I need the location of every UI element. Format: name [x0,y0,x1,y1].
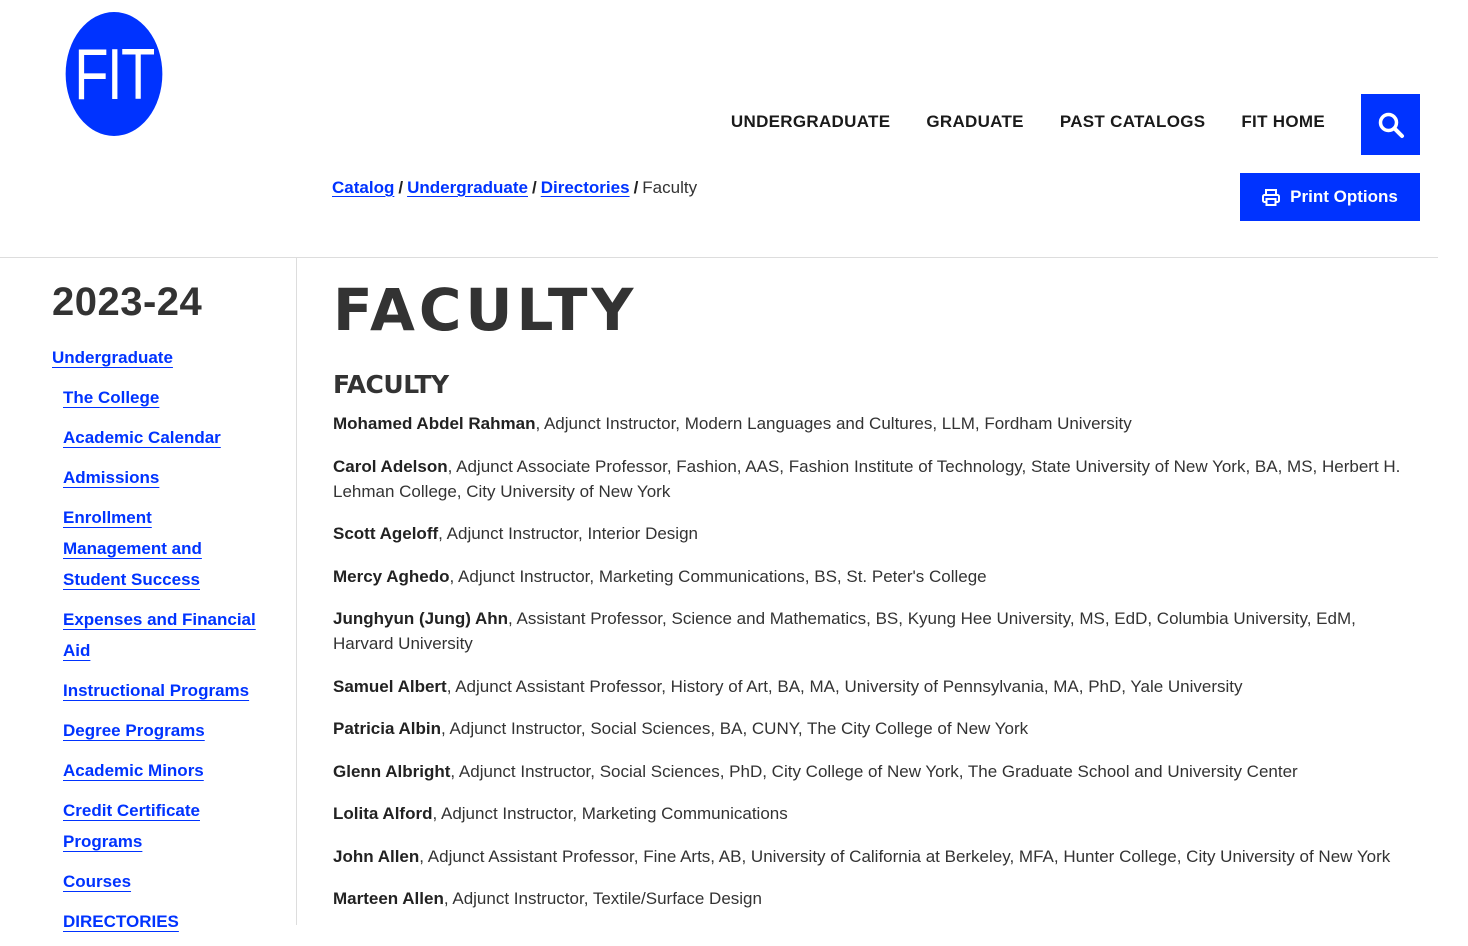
faculty-entry [333,844,1403,869]
search-icon [1377,111,1405,139]
faculty-name: John Allen [333,846,420,866]
breadcrumb-current: Faculty [642,178,698,197]
print-options-label: Print Options [1290,187,1398,206]
breadcrumb-catalog[interactable]: Catalog [332,178,395,197]
faculty-name: Scott Ageloff [333,524,439,543]
faculty-entry [333,411,1403,436]
faculty-details: , Adjunct Instructor, Social Sciences, BA, CUNY, The City College of New York [441,719,1029,738]
faculty-name: Junghyun (Jung) Ahn [333,609,509,628]
faculty-entry [333,521,1403,546]
sidebar-nav [52,342,262,946]
faculty-details: , Adjunct Instructor, Modern Languages and Cultures, LLM, Fordham University [535,414,1132,433]
nav-past-catalogs[interactable]: PAST CATALOGS [1059,112,1206,131]
faculty-name: Patricia Albin [333,719,442,738]
faculty-name: Lolita Alford [333,804,433,823]
section-title: FACULTY [333,370,449,399]
faculty-entry [333,716,1403,741]
faculty-details: , Adjunct Instructor, Textile/Surface Design [443,889,762,908]
faculty-details: , Adjunct Instructor, Interior Design [438,524,698,543]
page-title: FACULTY [333,276,638,344]
nav-graduate[interactable]: GRADUATE [926,112,1024,131]
breadcrumb-directories[interactable]: Directories [540,178,630,197]
sidebar-item-academic-minors[interactable]: Academic Minors [63,761,204,780]
catalog-year: 2023-24 [52,280,203,324]
sidebar-item-courses[interactable]: Courses [63,872,132,891]
print-options-button[interactable] [1240,173,1420,221]
faculty-details: , Adjunct Instructor, Marketing Communications [432,804,788,823]
faculty-details: , Assistant Professor, Science and Mathematics, BS, Kyung Hee University, MS, EdD, Columbia University, EdM, Harvard University [333,609,1356,653]
faculty-list [333,411,1403,911]
printer-icon [1262,189,1280,206]
faculty-details: , Adjunct Assistant Professor, History of Art, BA, MA, University of Pennsylvania, MA, PhD, Yale University [446,676,1243,696]
fit-logo[interactable] [66,12,163,136]
faculty-entry [333,759,1403,784]
header-divider [0,257,1438,258]
faculty-name: Marteen Allen [333,889,444,908]
faculty-entry [333,674,1403,699]
faculty-details: , Adjunct Assistant Professor, Fine Arts, AB, University of California at Berkeley, MFA, Hunter College, City University of New York [419,846,1391,866]
logo-text: FIT [74,35,154,115]
sidebar-divider [296,258,297,925]
sidebar-item-instructional-programs[interactable]: Instructional Programs [63,681,250,700]
breadcrumb-undergraduate[interactable]: Undergraduate [407,178,528,197]
faculty-name: Mercy Aghedo [333,566,450,586]
faculty-entry [333,886,1403,911]
faculty-details: , Adjunct Associate Professor, Fashion, AAS, Fashion Institute of Technology, State University of New York, BA, MS, Herbert H. Lehman College, City University of New York [333,456,1401,501]
sidebar-item-the-college[interactable]: The College [63,388,160,407]
sidebar-item-academic-calendar[interactable]: Academic Calendar [63,428,221,447]
faculty-entry [333,454,1403,504]
main-content [333,278,1403,929]
faculty-name: Mohamed Abdel Rahman [333,414,536,433]
faculty-name: Glenn Albright [333,761,451,781]
sidebar-item-degree-programs[interactable]: Degree Programs [63,721,205,740]
faculty-entry [333,606,1403,656]
faculty-name: Carol Adelson [333,456,448,476]
nav-undergraduate[interactable]: UNDERGRADUATE [730,112,891,131]
breadcrumb: Catalog / Undergraduate / Directories / Faculty [332,178,698,197]
sidebar-item-expenses[interactable]: Expenses and Financial Aid [63,610,256,660]
faculty-name: Samuel Albert [333,676,447,696]
nav-fit-home[interactable]: FIT HOME [1241,112,1325,131]
faculty-entry [333,564,1403,589]
sidebar-item-admissions[interactable]: Admissions [63,468,160,487]
faculty-details: , Adjunct Instructor, Marketing Communications, BS, St. Peter's College [449,566,987,586]
sidebar-item-credit-certificate[interactable]: Credit Certificate Programs [63,801,200,851]
top-navigation [695,112,1325,132]
sidebar-item-undergraduate[interactable]: Undergraduate [52,348,173,367]
sidebar-item-directories[interactable]: DIRECTORIES [63,912,179,931]
faculty-entry [333,801,1403,826]
faculty-details: , Adjunct Instructor, Social Sciences, PhD, City College of New York, The Graduate School and University Center [450,761,1298,781]
search-button[interactable] [1361,94,1420,155]
sidebar-item-enrollment[interactable]: Enrollment Management and Student Success [63,508,202,589]
